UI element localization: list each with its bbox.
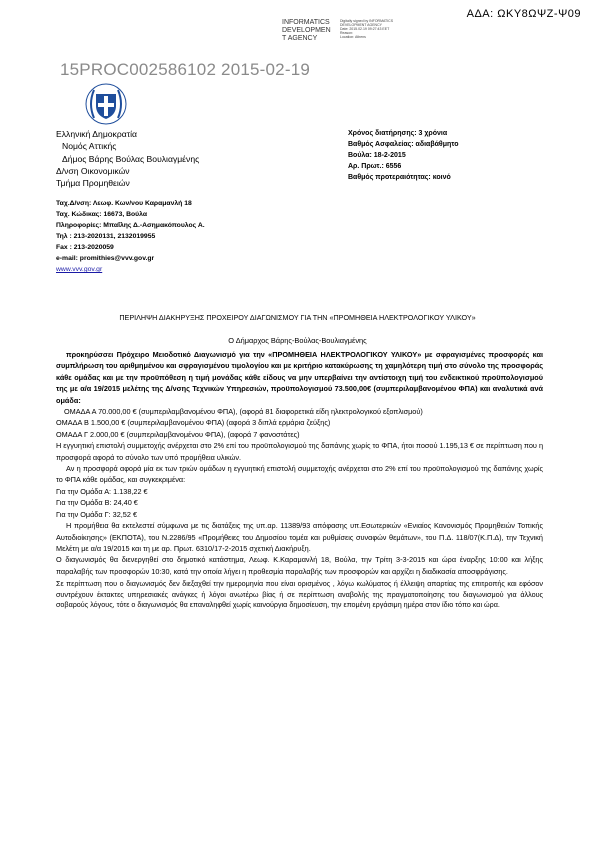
contact-fax: Fax : 213-2020059 [56, 244, 114, 251]
group-b-line: ΟΜΑΔΑ Β 1.500,00 € (συμπεριλαμβανομένου ΦΠΑ) (αφορά 3 διπλά ερμάρια ζεύξης) [56, 418, 331, 428]
issuer-department: Τμήμα Προμηθειών [56, 178, 130, 189]
issuer-prefecture: Νομός Αττικής [62, 141, 117, 152]
contact-postcode: Ταχ. Κώδικας: 16673, Βούλα [56, 211, 148, 218]
issuer-municipality: Δήμος Βάρης Βούλας Βουλιαγμένης [62, 153, 200, 164]
body-paragraph-announcement: προκηρύσσει Πρόχειρο Μειοδοτικό Διαγωνισμό για την «ΠΡΟΜΗΘΕΙΑ ΗΛΕΚΤΡΟΛΟΓΙΚΟΥ ΥΛΙΚΟΥ» με σφραγισμένες προσφορές και συμπλήρωση του αριθμημένου και σφραγισμένου τιμολογίου και με κριτήριο κατακύρωσης τη χαμηλότερη τιμή στο σύνολο της προσφοράς κάθε ομάδας και με την προϋπόθεση η τιμή μονάδας κάθε είδους να μην υπερβαίνει την αντίστοιχη τιμή του ενδεικτικού προϋπολογισμού της με α/α 19/2015 μελέτης της Δ/νσης Τεχνικών Υπηρεσιών, προϋπολογισμού 73.500,00€ (συμπεριλαμβανομένου ΦΠΑ) και αναλυτικά ανά ομάδα: [56, 350, 543, 405]
digital-signature-org: INFORMATICS DEVELOPMEN T AGENCY [282, 19, 331, 42]
contact-address: Ταχ.Δ/νση: Λεωφ. Κων/νου Καραμανλή 18 [56, 200, 192, 207]
group-c-line: ΟΜΑΔΑ Γ 2.000,00 € (συμπεριλαμβανομένου ΦΠΑ), (αφορά 7 φανοστάτες) [56, 429, 300, 439]
guarantee-group-a: Για την Ομάδα Α: 1.138,22 € [56, 486, 148, 496]
issuer-directorate: Δ/νση Οικονομικών [56, 165, 130, 176]
guarantee-group-c: Για την Ομάδα Γ: 32,52 € [56, 509, 138, 519]
body-paragraph-postponement: Σε περίπτωση που ο διαγωνισμός δεν διεξαχθεί την ημερομηνία που είναι ορισμένος , λόγω κωλύματος ή έλλειψη απαρτίας της επιτροπής και εφόσον συντρέχουν έκτακτες υπηρεσιακές ανάγκες ή λόγοι ανωτέρω βίας ή σε περίπτωση αναβολής της πραγματοποίησης του διαγωνισμού για άλλους σοβαρούς λόγους, τότε ο διαγωνισμός θα επαναληφθεί χωρίς καινούργια δημοσίευση, την επομένη εργάσιμη ημέρα στον ίδιο τόπο και ώρα. [56, 579, 543, 610]
body-paragraph-group-guarantee: Αν η προσφορά αφορά μία εκ των τριών ομάδων η εγγυητική επιστολή συμμετοχής ανέρχεται στο 2% επί του προϋπολογισμού της δαπάνης χωρίς το ΦΠΑ κάθε ομάδας, και συγκεκριμένα: [56, 464, 543, 485]
digital-signature-details: Digitally signed by INFORMATICS DEVELOPMENT AGENCY Date: 2015.02.19 09:27:43 EET Reason: Location: Athens [340, 19, 394, 39]
contact-phone: Τηλ : 213-2020131, 2132019955 [56, 233, 156, 240]
meta-date: Βούλα: 18-2-2015 [348, 152, 406, 159]
meta-security: Βαθμός Ασφαλείας: αδιαβάθμητο [348, 141, 459, 148]
meta-protocol-no: Αρ. Πρωτ.: 6556 [348, 163, 402, 170]
body-paragraph-guarantee: Η εγγυητική επιστολή συμμετοχής ανέρχεται στο 2% επί του προϋπολογισμού της δαπάνης χωρίς το ΦΠΑ, ήτοι ποσού 1.195,13 € σε περίπτωση που η προσφορά αφορά το σύνολο των υπό προμήθεια υλικών. [56, 441, 543, 462]
document-body [56, 349, 543, 611]
group-a-line: ΟΜΑΔΑ Α 70.000,00 € (συμπεριλαμβανομένου ΦΠΑ), (αφορά 81 διαφορετικά είδη ηλεκτρολογικού εξοπλισμού) [64, 407, 423, 417]
contact-info: Πληροφορίες: Μπαΐλης Δ.-Ασημακόπουλος Α. [56, 222, 205, 229]
mayor-line: Ο Δήμαρχος Βάρης-Βούλας-Βουλιαγμένης [228, 336, 367, 345]
document-title: ΠΕΡΙΛΗΨΗ ΔΙΑΚΗΡΥΞΗΣ ΠΡΟΧΕΙΡΟΥ ΔΙΑΓΩΝΙΣΜΟΥ ΓΙΑ ΤΗΝ «ΠΡΟΜΗΘΕΙΑ ΗΛΕΚΤΡΟΛΟΓΙΚΟΥ ΥΛΙΚΟΥ» [119, 313, 476, 322]
greek-emblem-icon [84, 82, 128, 126]
contact-block [56, 198, 205, 275]
contact-email[interactable]: e-mail: promithies@vvv.gov.gr [56, 255, 155, 262]
body-paragraph-procedure: Ο διαγωνισμός θα διενεργηθεί στο δημοτικό κατάστημα, Λεωφ. Κ.Καραμανλή 18, Βούλα, την Τρίτη 3-3-2015 και ώρα έναρξης 10:00 και λήξης παραλαβής των προσφορών 10:30, κατά την οποία λήγει η προθεσμία παραλαβής των προσφορών και αρχίζει η διαδικασία αποσφράγισης. [56, 555, 543, 576]
body-paragraph-legal-basis: Η προμήθεια θα εκτελεστεί σύμφωνα με τις διατάξεις της υπ.αρ. 11389/93 απόφασης υπ.Εσωτερικών «Ενιαίος Κανονισμός Προμηθειών Τοπικής Αυτοδιοίκησης» (ΕΚΠΟΤΑ), του Ν.2286/95 «Προμήθειες του Δημοσίου τομέα και ρυθμίσεις συναφών θεμάτων», του Π.Δ. 118/07(Κ.Π.Δ), την Τεχνική Μελέτη με α/α 19/2015 και τη με αρ. Πρωτ. 6310/17-2-2015 σχετική Διακήρυξη. [56, 521, 543, 553]
issuer-country: Ελληνική Δημοκρατία [56, 129, 137, 139]
document-meta [348, 128, 458, 183]
contact-website-link[interactable]: www.vvv.gov.gr [56, 266, 103, 273]
meta-retention: Χρόνος διατήρησης: 3 χρόνια [348, 130, 448, 137]
issuer-block [56, 128, 199, 189]
meta-priority: Βαθμός προτεραιότητας: κοινό [348, 174, 451, 181]
ada-code: ΑΔΑ: ΩΚΥ8ΩΨΖ-Ψ09 [466, 8, 581, 20]
guarantee-group-b: Για την Ομάδα Β: 24,40 € [56, 498, 138, 508]
protocol-watermark: 15PROC002586102 2015-02-19 [60, 60, 310, 79]
